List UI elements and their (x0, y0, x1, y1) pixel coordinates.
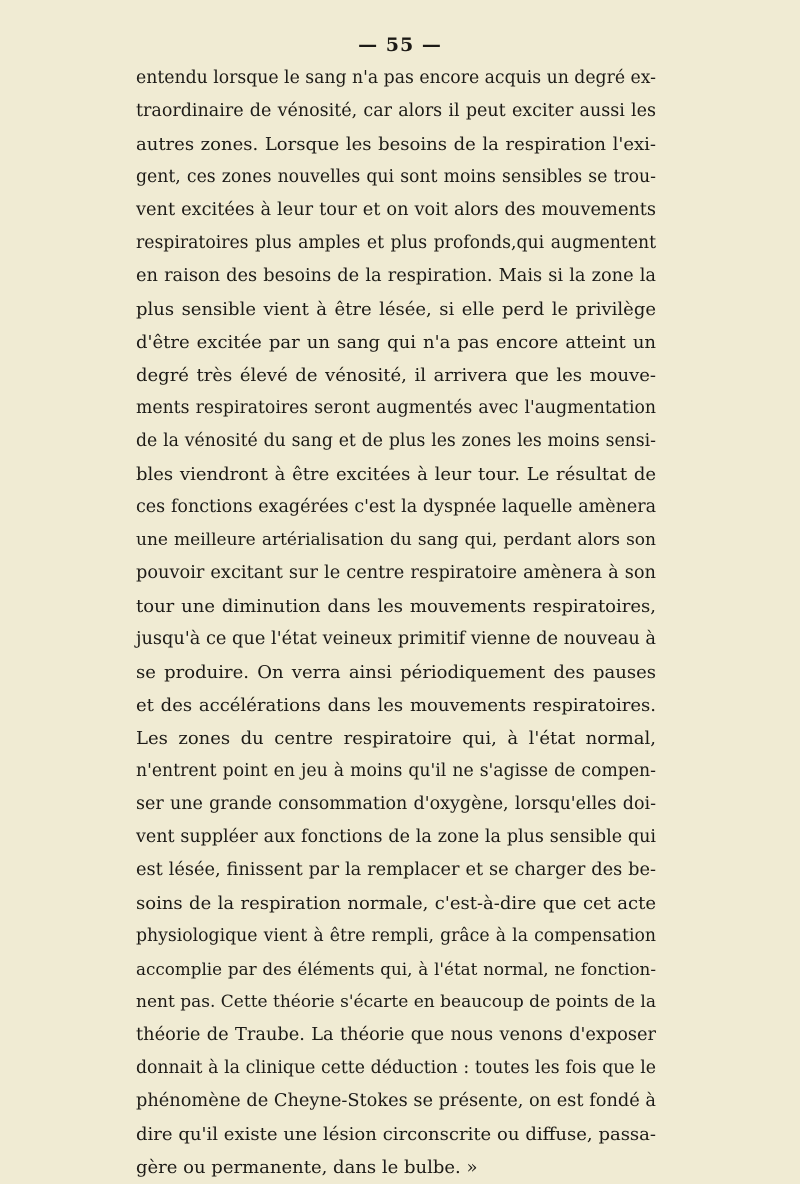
text-line: pouvoir excitant sur le centre respiratoire amènera à son (136, 563, 656, 583)
text-line: donnait à la clinique cette déduction : toutes les fois que le (136, 1058, 656, 1078)
text-line: gère ou permanente, dans le bulbe. » (136, 1157, 478, 1178)
text-line: et des accélérations dans les mouvements respiratoires. (136, 695, 656, 716)
text-line: n'entrent point en jeu à moins qu'il ne s'agisse de compen- (136, 761, 656, 781)
text-line: physiologique vient à être rempli, grâce à la compensation (136, 926, 656, 946)
body-text (136, 62, 656, 1184)
text-line: de la vénosité du sang et de plus les zones les moins sensi- (136, 431, 656, 451)
page-number: — 55 — (358, 34, 442, 56)
text-line: en raison des besoins de la respiration. Mais si la zone la (136, 266, 656, 286)
text-line: entendu lorsque le sang n'a pas encore acquis un degré ex- (136, 68, 656, 88)
text-line: ces fonctions exagérées c'est la dyspnée laquelle amènera (136, 497, 656, 517)
text-line: dire qu'il existe une lésion circonscrite ou diffuse, passa- (136, 1124, 656, 1145)
text-line: théorie de Traube. La théorie que nous venons d'exposer (136, 1025, 656, 1045)
text-line: tour une diminution dans les mouvements respiratoires, (136, 596, 656, 617)
text-line: degré très élevé de vénosité, il arrivera que les mouve- (136, 365, 656, 386)
text-line: gent, ces zones nouvelles qui sont moins sensibles se trou- (136, 167, 656, 187)
text-line: ser une grande consommation d'oxygène, lorsqu'elles doi- (136, 794, 656, 814)
text-line: plus sensible vient à être lésée, si elle perd le privilège (136, 299, 656, 320)
text-line: d'être excitée par un sang qui n'a pas encore atteint un (136, 332, 656, 353)
text-line: se produire. On verra ainsi périodiquement des pauses (136, 662, 656, 683)
text-line: autres zones. Lorsque les besoins de la respiration l'exi- (136, 134, 656, 155)
text-line: vent suppléer aux fonctions de la zone la plus sensible qui (136, 827, 656, 847)
text-line: accomplie par des éléments qui, à l'état normal, ne fonction- (136, 959, 656, 979)
text-line: une meilleure artérialisation du sang qui, perdant alors son (136, 530, 656, 550)
text-line: bles viendront à être excitées à leur tour. Le résultat de (136, 464, 656, 485)
text-line: soins de la respiration normale, c'est-à-dire que cet acte (136, 893, 656, 914)
text-line: ments respiratoires seront augmentés avec l'augmentation (136, 398, 656, 418)
text-line: est lésée, finissent par la remplacer et se charger des be- (136, 860, 656, 880)
text-line: traordinaire de vénosité, car alors il peut exciter aussi les (136, 101, 656, 121)
text-line: Les zones du centre respiratoire qui, à l'état normal, (136, 728, 656, 749)
text-line: nent pas. Cette théorie s'écarte en beaucoup de points de la (136, 992, 656, 1012)
text-line: jusqu'à ce que l'état veineux primitif vienne de nouveau à (136, 629, 656, 649)
text-line: respiratoires plus amples et plus profonds,qui augmentent (136, 233, 656, 253)
text-line: vent excitées à leur tour et on voit alors des mouvements (136, 200, 656, 220)
text-line: phénomène de Cheyne-Stokes se présente, on est fondé à (136, 1091, 656, 1111)
